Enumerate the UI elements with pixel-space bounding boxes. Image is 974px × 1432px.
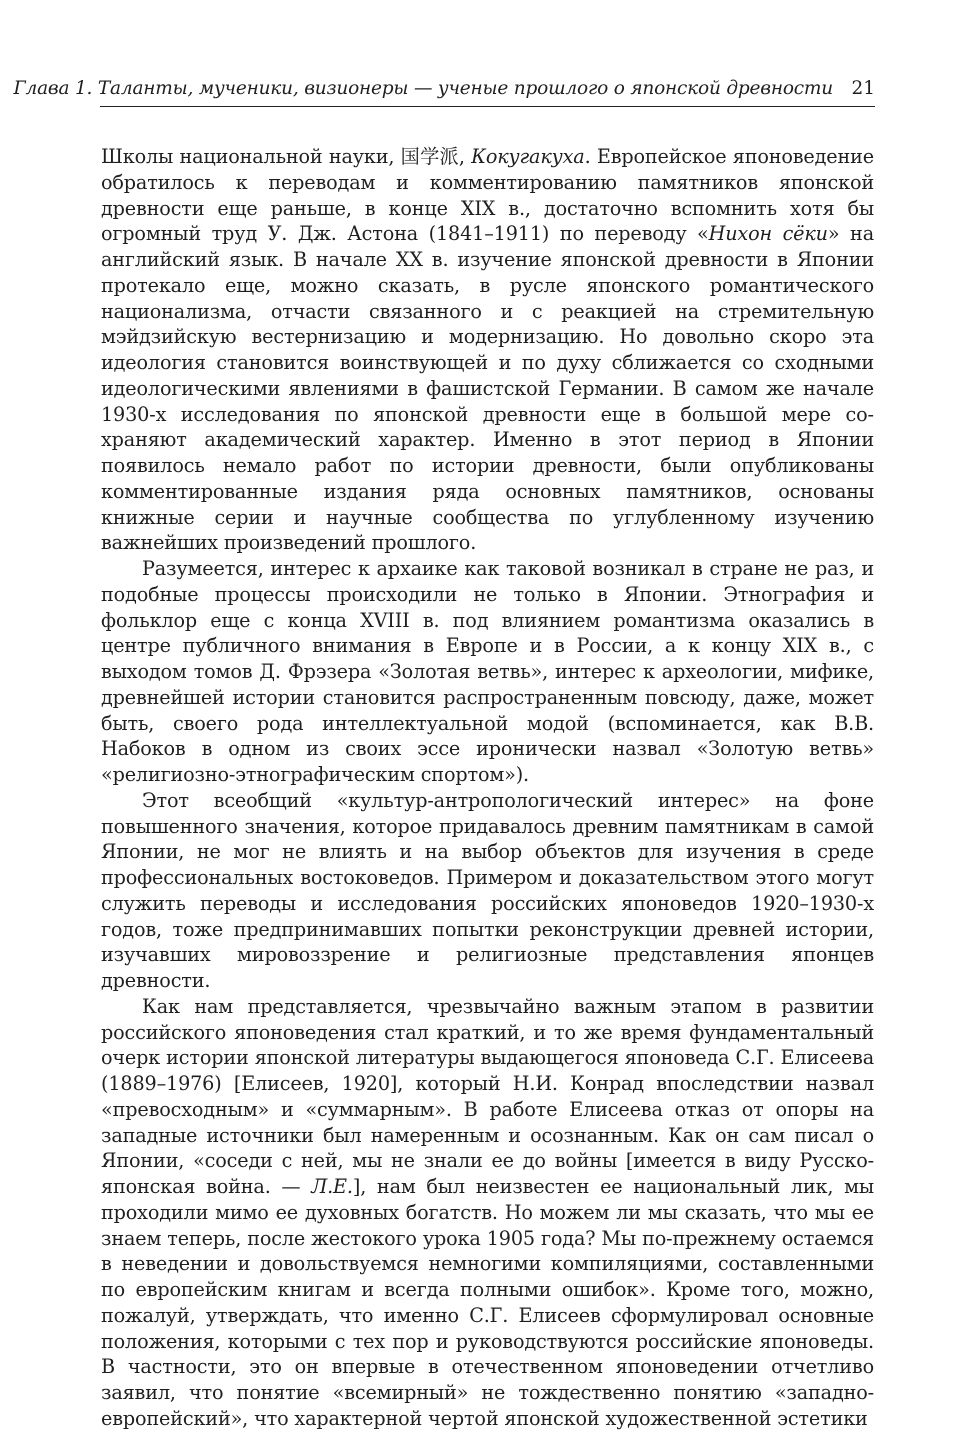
paragraph-1-part-3: » на английский язык. В начале XX в. изучение японской древности в Японии протекало еще, можно сказать, в русле японского романтического национализма, отчасти связанного и с реакцией на стремительную мэйдзийскую вестернизацию и модернизацию. Но довольно скоро эта идеология становится воинствующей и по духу сближается со сходными идеологическими явлениями в фашистской Германии. В самом же начале 1930-х исследования по японской древности еще в большой мере сохраняют академический характер. Именно в этот период в Японии появилось немало работ по истории древности, были опубликованы комментированные издания ряда основных памятников, основаны книжные серии и научные сообщества по углубленному изучению важнейших произведений прошлого. [101,222,874,555]
paragraph-1-part-1: Школы национальной науки, 国学派, [101,145,472,168]
paragraph-4-part-1: Как нам представляется, чрезвычайно важным этапом в развитии российского японоведения стал краткий, и то же время фундаментальный очерк истории японской литературы выдающегося японоведа С.Г. Елисеева (1889–1976) [Елисеев, 1920], который Н.И. Конрад впоследствии назвал «превосходным» и «суммарным». В работе Елисеева отказ от опоры на западные источники был намеренным и осознанным. Как он сам писал о Японии, «соседи с ней, мы не знали ее до войны [имеется в виду Русско-японская война. — [101,994,874,1198]
running-header [13,76,875,107]
paragraph-4-part-2: ], нам был неизвестен ее национальный лик, мы проходили мимо ее духовных богатств. Но можем ли мы сказать, что мы ее знаем теперь, после жестокого урока 1905 года? Мы по-прежнему остаемся в неведении и довольствуемся немногими компиляциями, составленными по европейским книгам и всегда полными ошибок». Кроме того, можно, пожалуй, утверждать, что именно С.Г. Елисеев сформулировал основные положения, которыми с тех пор и руководствуются российские японоведы. В частности, это он впервые в отечественном японоведении отчетливо заявил, что понятие «всемирный» не тождественно понятию «западно-европейский», что характерной чертой японской художественной эстетики [101,1175,874,1430]
main-text [101,144,874,1432]
paragraph-1-part-2: . Европейское японоведение обратилось к переводам и комментированию памятников японской древности еще раньше, в конце XIX в., достаточно вспомнить хотя бы огромный труд У. Дж. Астона (1841–1911) по переводу « [101,145,874,246]
paragraph-3: Этот всеобщий «культур-антропологический интерес» на фоне повышенного значения, которое придавалось древним памятникам в самой Японии, не мог не влиять и на выбор объектов для изучения в среде профессиональных востоковедов. Примером и доказательством этого могут служить переводы и исследования российских японоведов 1920–1930-х годов, тоже предпринимавших попытки реконструкции древней истории, изучавших мировоззрение и религиозные представления японцев древности. [101,788,874,992]
term-kokugakuha: Кокугакуха [471,145,585,168]
paragraph-2: Разумеется, интерес к архаике как таковой возникал в стране не раз, и подобные процессы происходили не только в Японии. Этнография и фольклор еще с конца XVIII в. под влиянием романтизма оказались в центре публичного внимания в Европе и в России, а к концу XIX в., с выходом томов Д. Фрэзера «Золотая ветвь», интерес к археологии, мифике, древнейшей истории становится распространенным повсюду, даже, может быть, своего рода интеллектуальной модой (вспоминается, как В.В. Набоков в одном из своих эссе иронически назвал «Золотую ветвь» «религиозно-этнографическим спортом»). [101,557,874,786]
author-initials: Л.Е. [311,1175,353,1198]
paragraph-4 [101,994,874,1432]
paragraph-1 [101,144,874,556]
page-number: 21 [851,78,875,99]
title-nihon-shoki: Нихон сёки [708,222,828,246]
running-title: Глава 1. Таланты, мученики, визионеры — ученые прошлого о японской древности [13,78,833,99]
